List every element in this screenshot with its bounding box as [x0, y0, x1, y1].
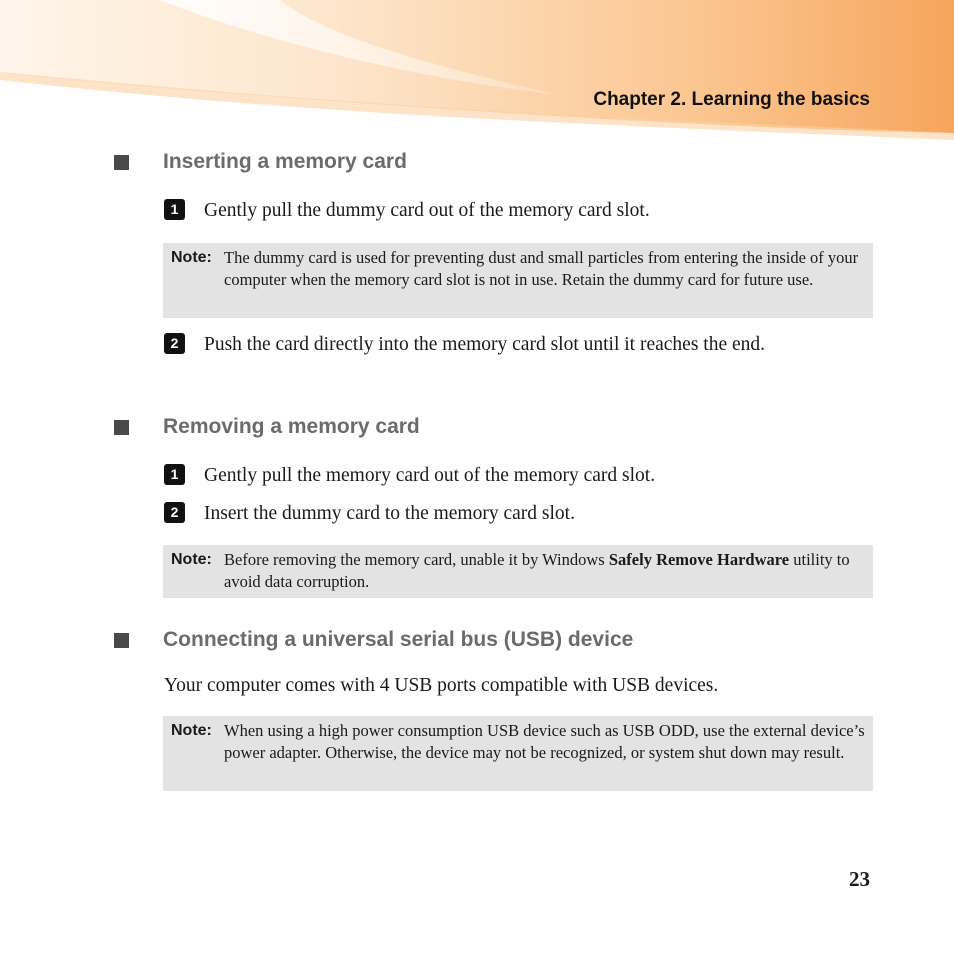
step-text: Insert the dummy card to the memory card slot. — [204, 503, 575, 524]
note-text-part: utility to avoid data corruption. — [224, 550, 850, 591]
page-number: 23 — [849, 867, 870, 891]
square-bullet-icon — [114, 155, 129, 170]
chapter-title: Chapter 2. Learning the basics — [593, 89, 870, 110]
step-number-badge: 1 — [164, 464, 185, 485]
step-number-badge: 1 — [164, 199, 185, 220]
section-title: Inserting a memory card — [163, 150, 407, 173]
note-text-part: Before removing the memory card, unable it by Windows — [224, 550, 609, 569]
note-label: Note: — [171, 249, 212, 266]
step-text: Push the card directly into the memory card slot until it reaches the end. — [204, 334, 766, 355]
note-text — [224, 549, 869, 592]
note-label: Note: — [171, 551, 212, 568]
note-text: When using a high power consumption USB device such as USB ODD, use the external device’s power adapter. Otherwise, the device may not be recognized, or system shut down may result. — [224, 721, 865, 762]
square-bullet-icon — [114, 633, 129, 648]
note-box — [163, 716, 873, 791]
note-label: Note: — [171, 722, 212, 739]
note-text: The dummy card is used for preventing dust and small particles from entering the inside of your computer when the memory card slot is not in use. Retain the dummy card for future use. — [224, 248, 859, 289]
step-text: Gently pull the memory card out of the memory card slot. — [204, 465, 656, 486]
body-paragraph: Your computer comes with 4 USB ports compatible with USB devices. — [164, 675, 719, 696]
step-number-badge: 2 — [164, 502, 185, 523]
section-title: Connecting a universal serial bus (USB) device — [163, 628, 634, 651]
note-box — [163, 243, 873, 318]
section-title: Removing a memory card — [163, 415, 420, 438]
note-emphasis: Safely Remove Hardware — [608, 550, 790, 569]
square-bullet-icon — [114, 420, 129, 435]
step-number-badge: 2 — [164, 333, 185, 354]
step-text: Gently pull the dummy card out of the memory card slot. — [204, 200, 650, 221]
note-box — [163, 545, 873, 598]
header-decoration — [0, 0, 954, 140]
